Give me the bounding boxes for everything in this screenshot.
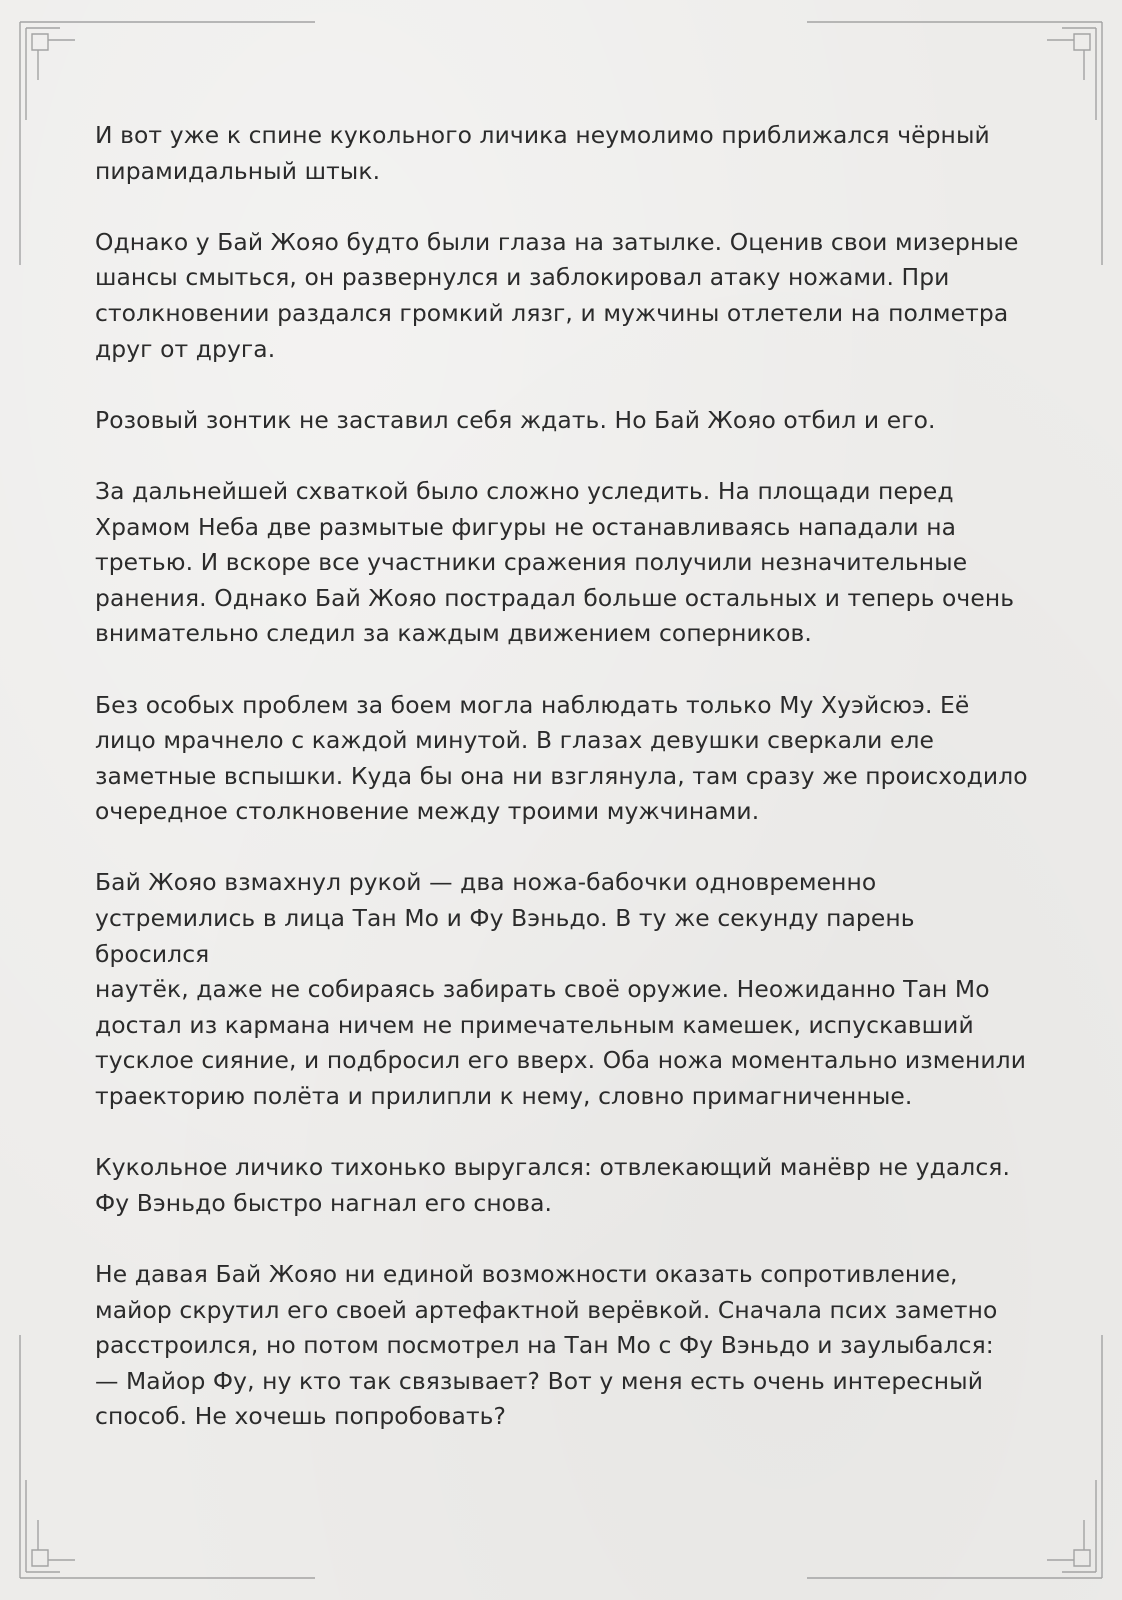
paragraph-1: И вот уже к спине кукольного личика неумолимо приближался чёрный пирамидальный штык. [95,121,990,185]
paragraph-4: За дальнейшей схваткой было сложно уследить. На площади перед Храмом Неба две размытые фигуры не останавливаясь нападали на третью. И вскоре все участники сражения получили незначительные ранения. Однако Бай Жояо пострадал больше остальных и теперь очень внимательно следил за каждым движением соперников. [95,476,1015,648]
paragraph-2: Однако у Бай Жояо будто были глаза на затылке. Оценив свои мизерные шансы смыться, он развернулся и заблокировал атаку ножами. При столкновении раздался громкий лязг, и мужчины отлетели на полметра друг от друга. [95,227,1019,363]
paragraph-5: Без особых проблем за боем могла наблюдать только Му Хуэйсюэ. Её лицо мрачнело с каждой минутой. В глазах девушки сверкали еле заметные вспышки. Куда бы она ни взглянула, там сразу же происходило очередное столкновение между троими мужчинами. [95,690,1028,826]
paragraph-3: Розовый зонтик не заставил себя ждать. Но Бай Жояо отбил и его. [95,405,936,434]
story-text [95,118,1035,1471]
paragraph-6: Бай Жояо взмахнул рукой — два ножа-бабочки одновременно устремились в лица Тан Мо и Фу Вэньдо. В ту же секунду парень бросился наутёк, даже не собираясь забирать своё оружие. Неожиданно Тан Мо достал из кармана ничем не примечательным камешек, испускавший тусклое сияние, и подбросил его вверх. Оба ножа моментально изменили траекторию полёта и прилипли к нему, словно примагниченные. [95,868,1027,1111]
paragraph-7: Кукольное личико тихонько выругался: отвлекающий манёвр не удался. Фу Вэньдо быстро нагнал его снова. [95,1153,1010,1217]
paragraph-8: Не давая Бай Жояо ни единой возможности оказать сопротивление, майор скрутил его своей артефактной верёвкой. Сначала псих заметно расстроился, но потом посмотрел на Тан Мо с Фу Вэньдо и заулыбался: — Майор Фу, ну кто так связывает? Вот у меня есть очень интересный способ. Не хочешь попробовать? [95,1260,998,1431]
